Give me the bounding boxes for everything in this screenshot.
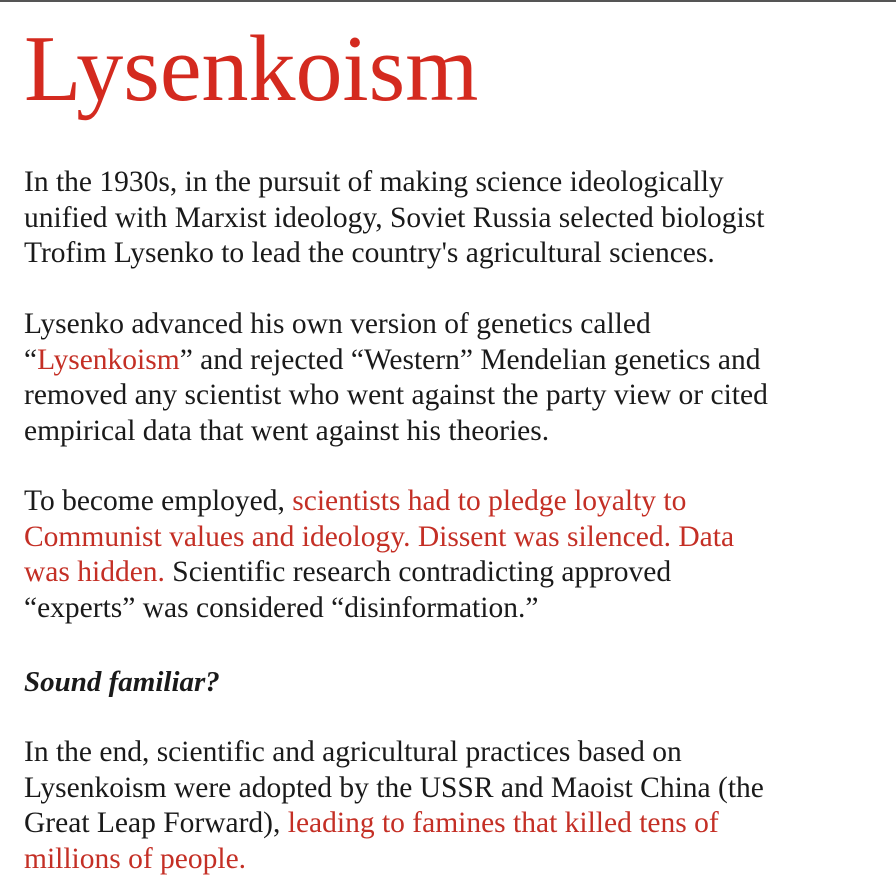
open-quote: “ (24, 343, 38, 376)
paragraph-employment-line-4: “experts” was considered “disinformation.” (24, 591, 539, 624)
dissent-highlight: Communist values and ideology. Dissent was silenced. Data (24, 520, 735, 553)
paragraph-conclusion-line-1: In the end, scientific and agricultural practices based on (24, 736, 682, 768)
paragraph-intro-line-1: In the 1930s, in the pursuit of making science ideologically (24, 166, 724, 198)
famine-highlight: leading to famines that killed tens of (287, 807, 719, 839)
paragraph-employment-line-1 (24, 484, 734, 520)
data-hidden-highlight: was hidden. (24, 556, 165, 588)
lysenkoism-highlight: Lysenkoism (37, 343, 180, 376)
paragraph-intro (24, 165, 764, 272)
millions-highlight: millions of people. (24, 842, 247, 875)
paragraph-genetics (24, 307, 768, 449)
top-divider (0, 0, 896, 2)
paragraph-genetics-line-2-rest: ” and rejected “Western” Mendelian genetics and (179, 343, 761, 376)
paragraph-intro-line-3: Trofim Lysenko to lead the country's agricultural sciences. (24, 237, 715, 269)
paragraph-conclusion-line-3 (24, 806, 764, 842)
page-title: Lysenkoism (24, 17, 479, 121)
paragraph-genetics-line-4: empirical data that went against his theories. (24, 414, 550, 447)
paragraph-conclusion-line-2: Lysenkoism were adopted by the USSR and Maoist China (the (24, 771, 764, 804)
employment-plain-text: To become employed, (24, 485, 293, 517)
sound-familiar-heading: Sound familiar? (24, 666, 220, 698)
paragraph-intro-line-2: unified with Marxist ideology, Soviet Russia selected biologist (24, 201, 765, 234)
paragraph-genetics-line-1: Lysenko advanced his own version of genetics called (24, 308, 651, 340)
great-leap-plain-text: Great Leap Forward), (24, 807, 288, 839)
paragraph-genetics-line-3: removed any scientist who went against the party view or cited (24, 379, 768, 411)
paragraph-employment (24, 484, 734, 626)
paragraph-employment-line-3 (24, 555, 734, 591)
paragraph-conclusion (24, 735, 764, 877)
paragraph-genetics-line-2 (24, 343, 768, 379)
research-plain-text: Scientific research contradicting approved (164, 556, 672, 588)
loyalty-highlight: scientists had to pledge loyalty to (292, 485, 687, 517)
